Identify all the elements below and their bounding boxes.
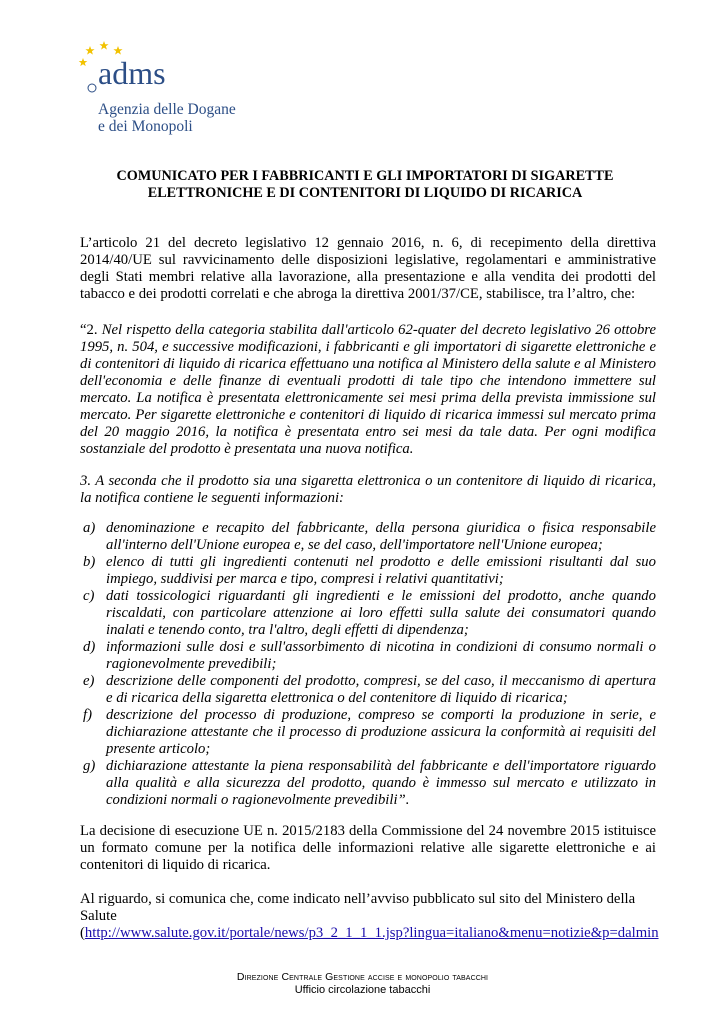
list-item — [80, 639, 656, 673]
list-item-label: d) — [83, 639, 96, 655]
footer-department: Direzione Centrale Gestione accise e monopolio tabacchi — [236, 971, 489, 983]
list-item — [80, 554, 656, 588]
title-line-2: ELETTRONICHE E DI CONTENITORI DI LIQUIDO DI RICARICA — [147, 185, 583, 201]
point3-paragraph: 3. A seconda che il prodotto sia una sigaretta elettronica o un contenitore di liquido di ricarica, la notifica contiene le seguenti informazioni: — [80, 473, 656, 506]
list-item-label: c) — [83, 588, 95, 604]
url-line — [80, 925, 659, 942]
list-item-label: a) — [83, 520, 96, 536]
list-item — [80, 520, 656, 554]
agency-name-line1: Agenzia delle Dogane — [98, 101, 236, 118]
document-title — [60, 168, 670, 202]
list-item-text: denominazione e recapito del fabbricante, della persona giuridica o fisica responsabile all'interno dell'Unione europea e, se del caso, dell'importatore nell'Unione europea; — [106, 520, 656, 553]
quote-paragraph — [80, 322, 656, 458]
list-item-text: informazioni sulle dosi e sull'assorbimento di nicotina in condizioni di consumo normali o ragionevolmente prevedibili; — [106, 639, 656, 672]
riguardo-section — [80, 891, 659, 942]
quote-section — [80, 322, 656, 458]
list-item — [80, 588, 656, 639]
agency-name — [98, 101, 236, 135]
agency-logo — [78, 40, 248, 140]
list-item-label: g) — [83, 758, 96, 774]
list-item-text: dichiarazione attestante la piena responsabilità del fabbricante e dell'importatore riguardo alla qualità e alla sicurezza del prodotto, quando è immesso sul mercato e utilizzato in condizioni normali o ragionevolmente prevedibili”. — [106, 758, 656, 808]
ministry-link[interactable]: http://www.salute.gov.it/portale/news/p3_2_1_1_1.jsp?lingua=italiano&menu=notizie&p=dalmin — [84, 925, 659, 941]
quote-text: Nel rispetto della categoria stabilita dall'articolo 62-quater del decreto legislativo 26 ottobre 1995, n. 504, e successive modificazioni, i fabbricanti e gli importatori di sigarette elettroniche e di contenitori di liquido di ricarica effettuano una notifica al Ministero della salute e al Ministero dell'economia e delle finanze di eventuali prodotti di tale tipo che intendono immettere sul mercato. La notifica è presentata elettronicamente sei mesi prima della prevista immissione sul mercato. Per sigarette elettroniche e contenitori di liquido di ricarica immessi sul mercato prima del 20 maggio 2016, la notifica è presentata entro sei mesi da tale data. Per ogni modifica sostanziale del prodotto è presentata una nuova notifica. — [80, 322, 656, 457]
list-item — [80, 707, 656, 758]
decision-section — [80, 823, 656, 874]
info-list — [80, 520, 656, 809]
quote-prefix: “2. — [80, 322, 102, 338]
intro-section — [80, 235, 656, 303]
list-item-label: e) — [83, 673, 95, 689]
page-footer — [0, 971, 725, 997]
list-item — [80, 673, 656, 707]
title-line-1: COMUNICATO PER I FABBRICANTI E GLI IMPORTATORI DI SIGARETTE — [116, 168, 614, 184]
open-paren: ( — [80, 925, 85, 941]
list-item-label: f) — [83, 707, 92, 723]
list-item — [80, 758, 656, 809]
adms-logo-mark — [78, 40, 248, 100]
list-item-text: descrizione delle componenti del prodotto, compresi, se del caso, il meccanismo di apertura e di ricarica della sigaretta elettronica o del contenitore di liquido di ricarica; — [106, 673, 656, 706]
agency-name-line2: e dei Monopoli — [98, 118, 193, 135]
brand-wordmark: adms — [98, 55, 166, 91]
riguardo-paragraph: Al riguardo, si comunica che, come indicato nell’avviso pubblicato sul sito del Ministero della Salute — [80, 891, 636, 924]
point3-section — [80, 473, 656, 507]
list-item-text: elenco di tutti gli ingredienti contenuti nel prodotto e delle emissioni risultanti dal suo impiego, suddivisi per marca e tipo, compresi i relativi quantitativi; — [106, 554, 656, 587]
list-item-text: descrizione del processo di produzione, compreso se comporti la produzione in serie, e dichiarazione attestante che il processo di produzione assicura la conformità ai requisiti del presente articolo; — [106, 707, 656, 757]
decision-paragraph: La decisione di esecuzione UE n. 2015/2183 della Commissione del 24 novembre 2015 istituisce un formato comune per la notifica delle informazioni relative alle sigarette elettroniche e ai contenitori di liquido di ricarica. — [80, 823, 656, 873]
footer-office: Ufficio circolazione tabacchi — [294, 984, 431, 996]
intro-paragraph: L’articolo 21 del decreto legislativo 12 gennaio 2016, n. 6, di recepimento della direttiva 2014/40/UE sul ravvicinamento delle disposizioni legislative, regolamentari e amministrative degli Stati membri relative alla lavorazione, alla presentazione e alla vendita dei prodotti del tabacco e dei prodotti correlati e che abroga la direttiva 2001/37/CE, stabilisce, tra l’altro, che: — [80, 235, 656, 302]
list-item-text: dati tossicologici riguardanti gli ingredienti e le emissioni del prodotto, anche quando riscaldati, con particolare attenzione ai loro effetti sulla salute dei consumatori quando inalati e tenendo conto, tra l'altro, degli effetti di dipendenza; — [106, 588, 656, 638]
list-item-label: b) — [83, 554, 96, 570]
